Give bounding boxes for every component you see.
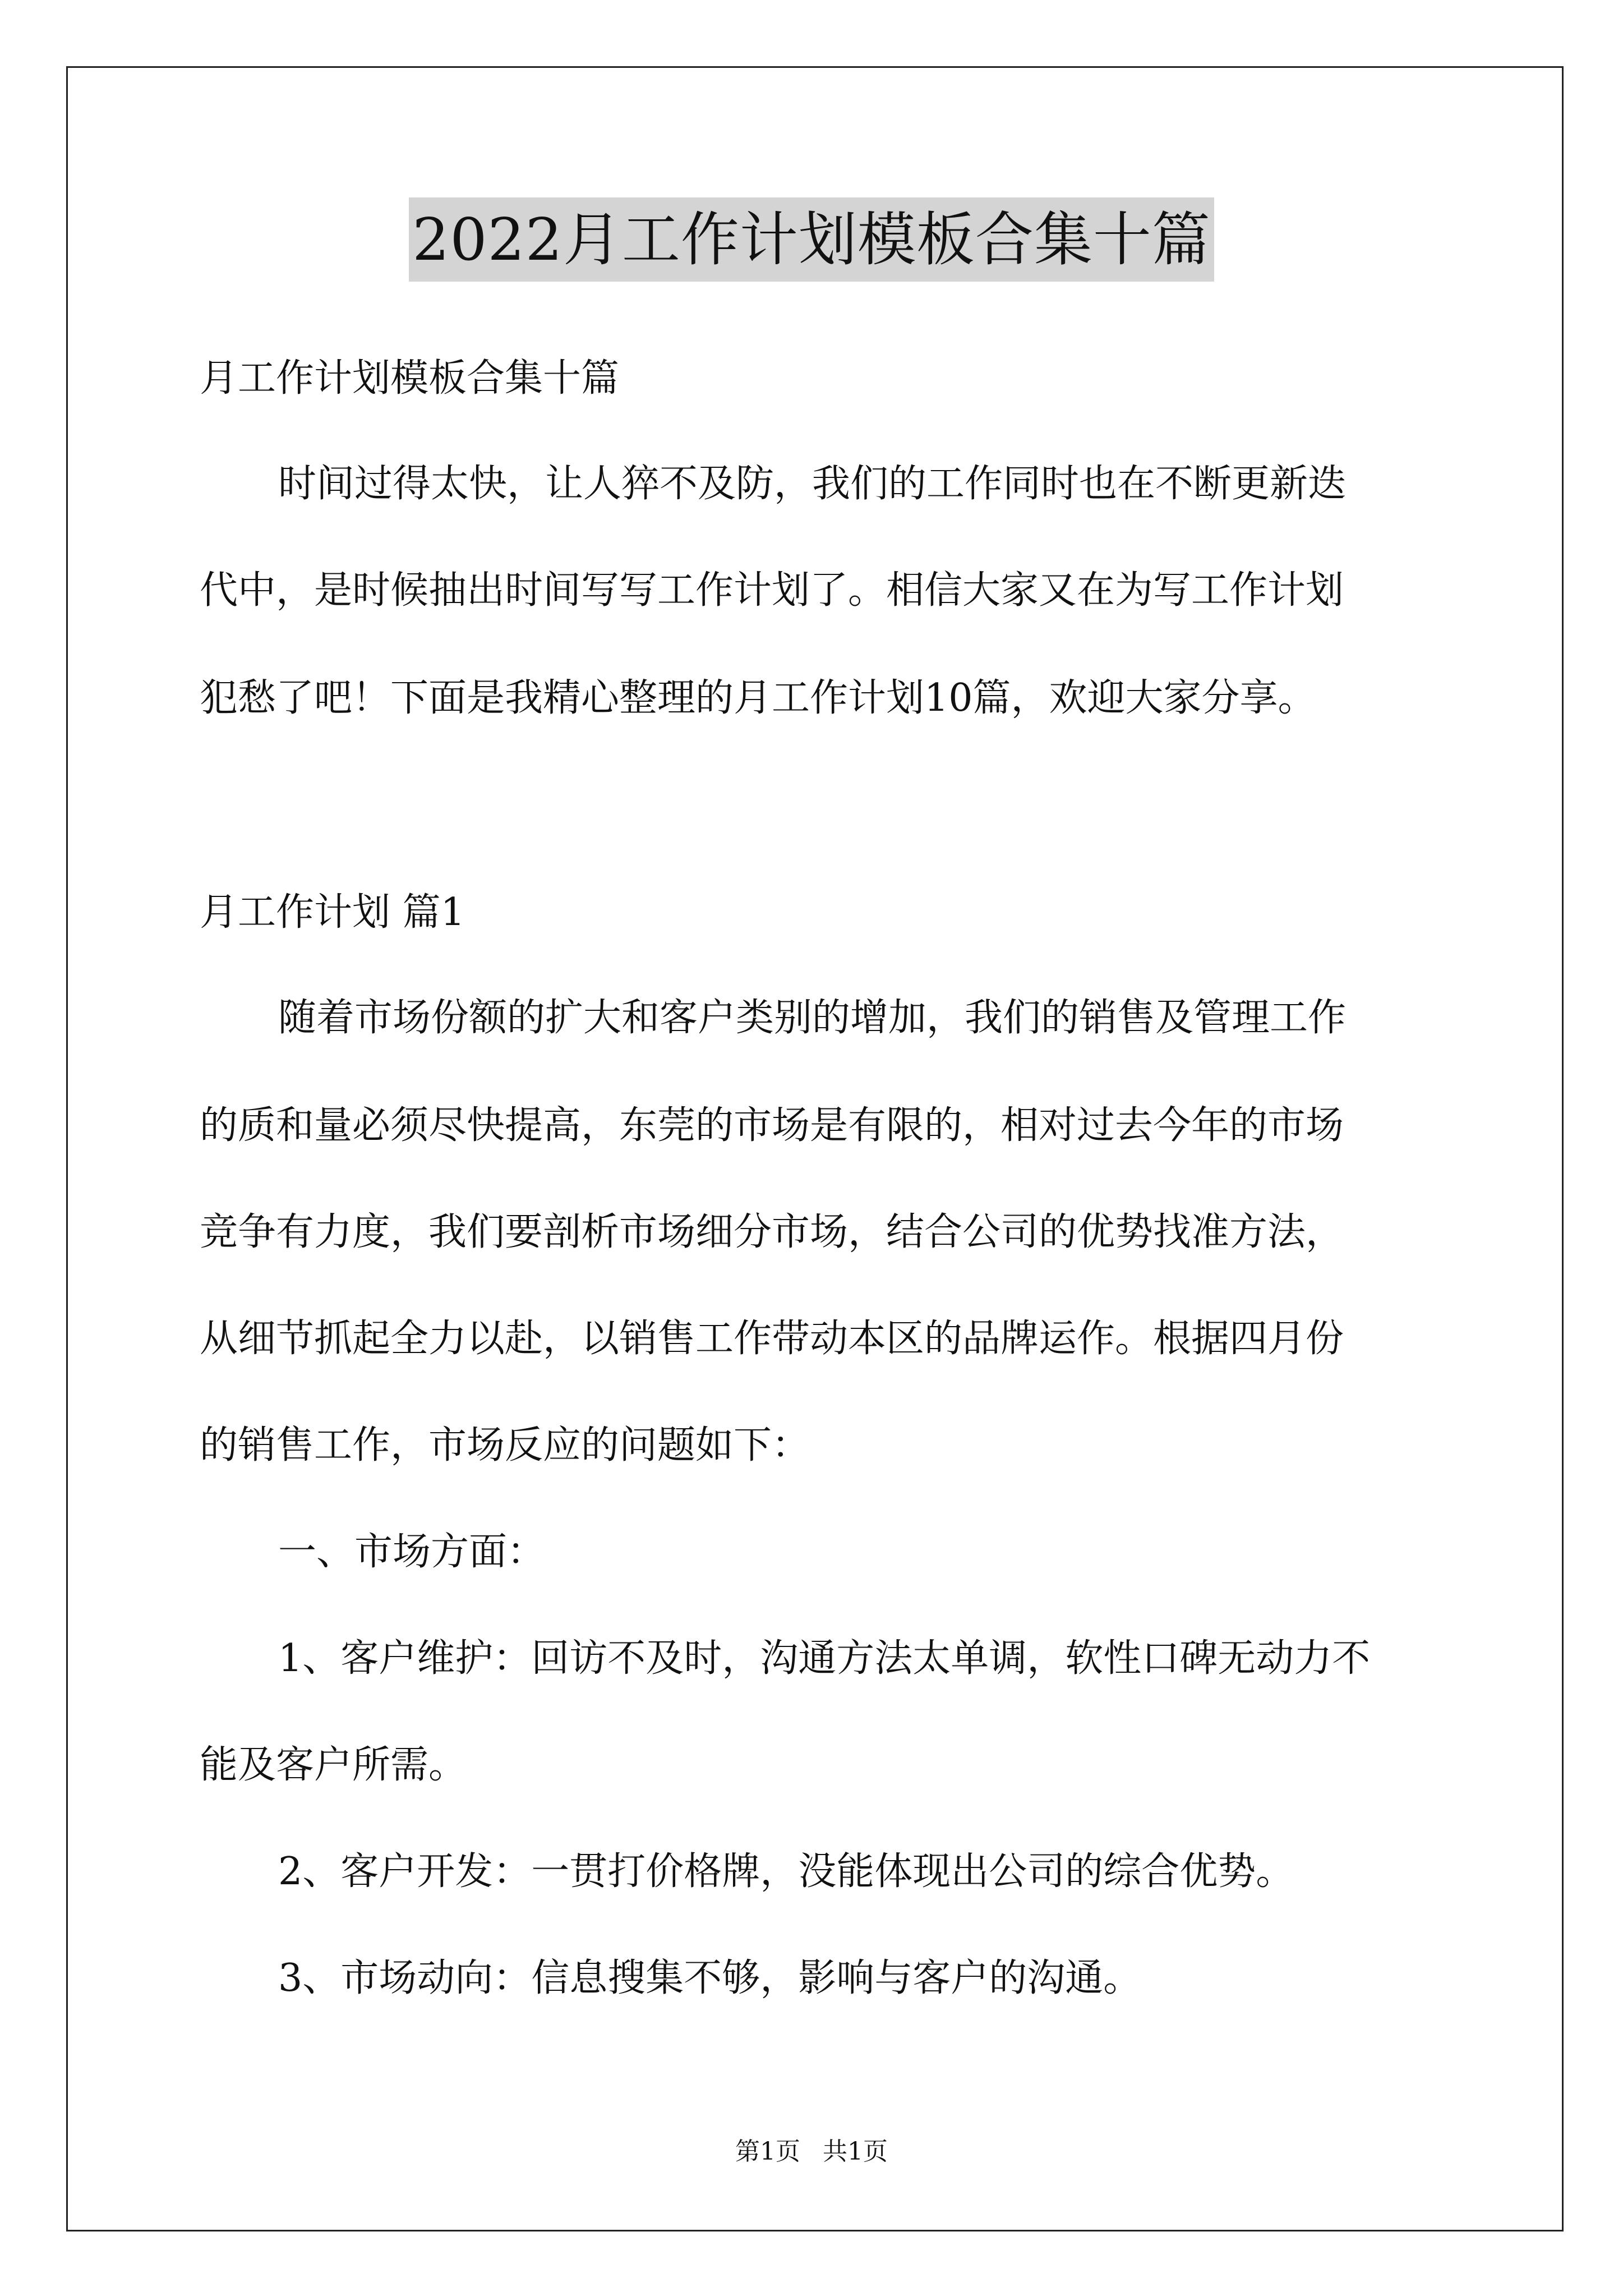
list-item-2: 2、客户开发：一贯打价格牌，没能体现出公司的综合优势。 <box>278 1849 1294 1894</box>
title-container <box>0 197 1623 282</box>
page-number: 第1页 <box>735 2137 800 2166</box>
list-heading: 一、市场方面： <box>278 1530 546 1574</box>
page-total: 共1页 <box>823 2137 888 2166</box>
intro-line-1: 时间过得太快，让人猝不及防，我们的工作同时也在不断更新迭 <box>278 462 1347 506</box>
section-line-4: 从细节抓起全力以赴，以销售工作带动本区的品牌运作。根据四月份 <box>200 1317 1344 1361</box>
list-item-3: 3、市场动向：信息搜集不够，影响与客户的沟通。 <box>278 1956 1142 2000</box>
section-line-1: 随着市场份额的扩大和客户类别的增加，我们的销售及管理工作 <box>278 996 1347 1040</box>
section-line-3: 竞争有力度，我们要剖析市场细分市场，结合公司的优势找准方法， <box>200 1210 1344 1254</box>
section-line-2: 的质和量必须尽快提高，东莞的市场是有限的，相对过去今年的市场 <box>200 1103 1344 1148</box>
page-footer <box>0 2135 1623 2169</box>
document-subtitle: 月工作计划模板合集十篇 <box>200 356 620 401</box>
intro-line-2: 代中，是时候抽出时间写写工作计划了。相信大家又在为写工作计划 <box>200 568 1344 613</box>
list-item-1-line-1: 1、客户维护：回访不及时，沟通方法太单调，软性口碑无动力不 <box>278 1636 1371 1681</box>
section-line-5: 的销售工作，市场反应的问题如下： <box>200 1423 810 1467</box>
section-heading: 月工作计划 篇1 <box>200 890 465 935</box>
document-title: 2022月工作计划模板合集十篇 <box>409 197 1214 282</box>
intro-line-3: 犯愁了吧！下面是我精心整理的月工作计划10篇，欢迎大家分享。 <box>200 676 1316 720</box>
list-item-1-line-2: 能及客户所需。 <box>200 1743 467 1787</box>
